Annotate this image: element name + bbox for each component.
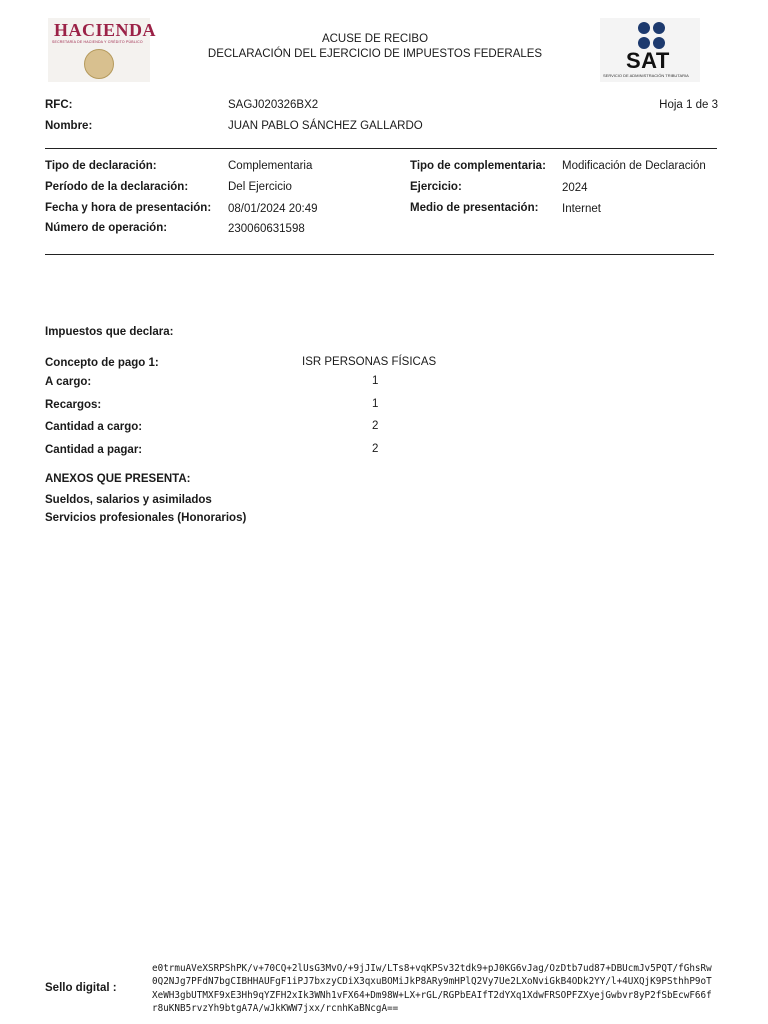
periodo-label: Período de la declaración: xyxy=(45,181,189,193)
hacienda-logo-text: HACIENDA xyxy=(54,20,157,40)
sello-line: e0trmuAVeXSRPShPK/v+70CQ+2lUsG3MvO/+9jJIw/LTs8+vqKPSv32tdk9+pJ0KG6vJag/OzDtb7ud87+DBUcmJv5PQT/fGhsRw xyxy=(152,963,712,974)
a-cargo-label: A cargo: xyxy=(45,376,92,388)
cantidad-cargo-value: 2 xyxy=(372,420,379,432)
numero-operacion-label: Número de operación: xyxy=(45,222,168,234)
document-title-line2: DECLARACIÓN DEL EJERCICIO DE IMPUESTOS FEDERALES xyxy=(207,48,543,60)
sat-logo-subtitle: SERVICIO DE ADMINISTRACIÓN TRIBUTARIA xyxy=(603,73,689,78)
periodo-value: Del Ejercicio xyxy=(228,181,292,193)
tipo-complementaria-label: Tipo de complementaria: xyxy=(410,160,546,172)
numero-operacion-value: 230060631598 xyxy=(228,223,305,235)
cantidad-pagar-label: Cantidad a pagar: xyxy=(45,444,143,456)
name-value: JUAN PABLO SÁNCHEZ GALLARDO xyxy=(228,120,423,132)
sello-line: r8uKNB5rvzYh9btgA7A/wJkKWW7jxx/rcnhKaBNcgA== xyxy=(152,1002,399,1014)
tipo-complementaria-value: Modificación de Declaración xyxy=(562,160,706,172)
fecha-label: Fecha y hora de presentación: xyxy=(45,202,212,214)
sat-dots-icon xyxy=(638,22,666,50)
ejercicio-value: 2024 xyxy=(562,182,588,194)
rfc-label: RFC: xyxy=(45,99,73,111)
anexo-item: Servicios profesionales (Honorarios) xyxy=(45,512,247,524)
document-title-line1: ACUSE DE RECIBO xyxy=(321,33,429,45)
cantidad-pagar-value: 2 xyxy=(372,443,379,455)
page-indicator: Hoja 1 de 3 xyxy=(659,99,718,111)
divider-bottom xyxy=(45,254,714,255)
recargos-value: 1 xyxy=(372,398,379,410)
hacienda-logo xyxy=(48,18,157,82)
sat-logo xyxy=(600,18,700,82)
concepto-label: Concepto de pago 1: xyxy=(45,357,159,369)
tipo-declaracion-value: Complementaria xyxy=(228,160,313,172)
anexos-title: ANEXOS QUE PRESENTA: xyxy=(45,473,191,485)
name-label: Nombre: xyxy=(45,120,93,132)
medio-value: Internet xyxy=(562,203,601,215)
sello-digital-value xyxy=(152,962,760,1015)
divider-top xyxy=(45,148,717,149)
anexo-item: Sueldos, salarios y asimilados xyxy=(45,494,212,506)
concepto-value: ISR PERSONAS FÍSICAS xyxy=(302,356,437,368)
medio-label: Medio de presentación: xyxy=(410,202,539,214)
sello-line: XeWH3gbUTMXF9xE3Hh9qYZFH2xIk3WNh1vFX64+Dm98W+LX+rGL/RGPbEAIfT2dYXq1XdwFRSOPFZXyejGwbvr8yP2fSbEcwF66f xyxy=(152,989,712,1001)
hacienda-logo-subtitle: SECRETARÍA DE HACIENDA Y CRÉDITO PÚBLICO xyxy=(52,40,143,44)
sat-logo-text: SAT xyxy=(626,48,670,73)
sello-digital-label: Sello digital : xyxy=(45,982,117,994)
a-cargo-value: 1 xyxy=(372,375,379,387)
tipo-declaracion-label: Tipo de declaración: xyxy=(45,160,157,172)
cantidad-cargo-label: Cantidad a cargo: xyxy=(45,421,143,433)
rfc-value: SAGJ020326BX2 xyxy=(228,99,319,111)
fecha-value: 08/01/2024 20:49 xyxy=(228,203,318,215)
impuestos-label: Impuestos que declara: xyxy=(45,326,174,338)
sello-line: 0Q2NJg7PFdN7bgCIBHHAUFgF1iPJ7bxzyCDiX3qxuBOMiJkP8ARy9mHPlQ2Vy7Ue2LXoNviGkB4ODk2YY/l+4UXQjK9PSthhP9oT xyxy=(152,976,712,988)
recargos-label: Recargos: xyxy=(45,399,102,411)
ejercicio-label: Ejercicio: xyxy=(410,181,462,193)
coat-of-arms-icon xyxy=(84,49,114,79)
